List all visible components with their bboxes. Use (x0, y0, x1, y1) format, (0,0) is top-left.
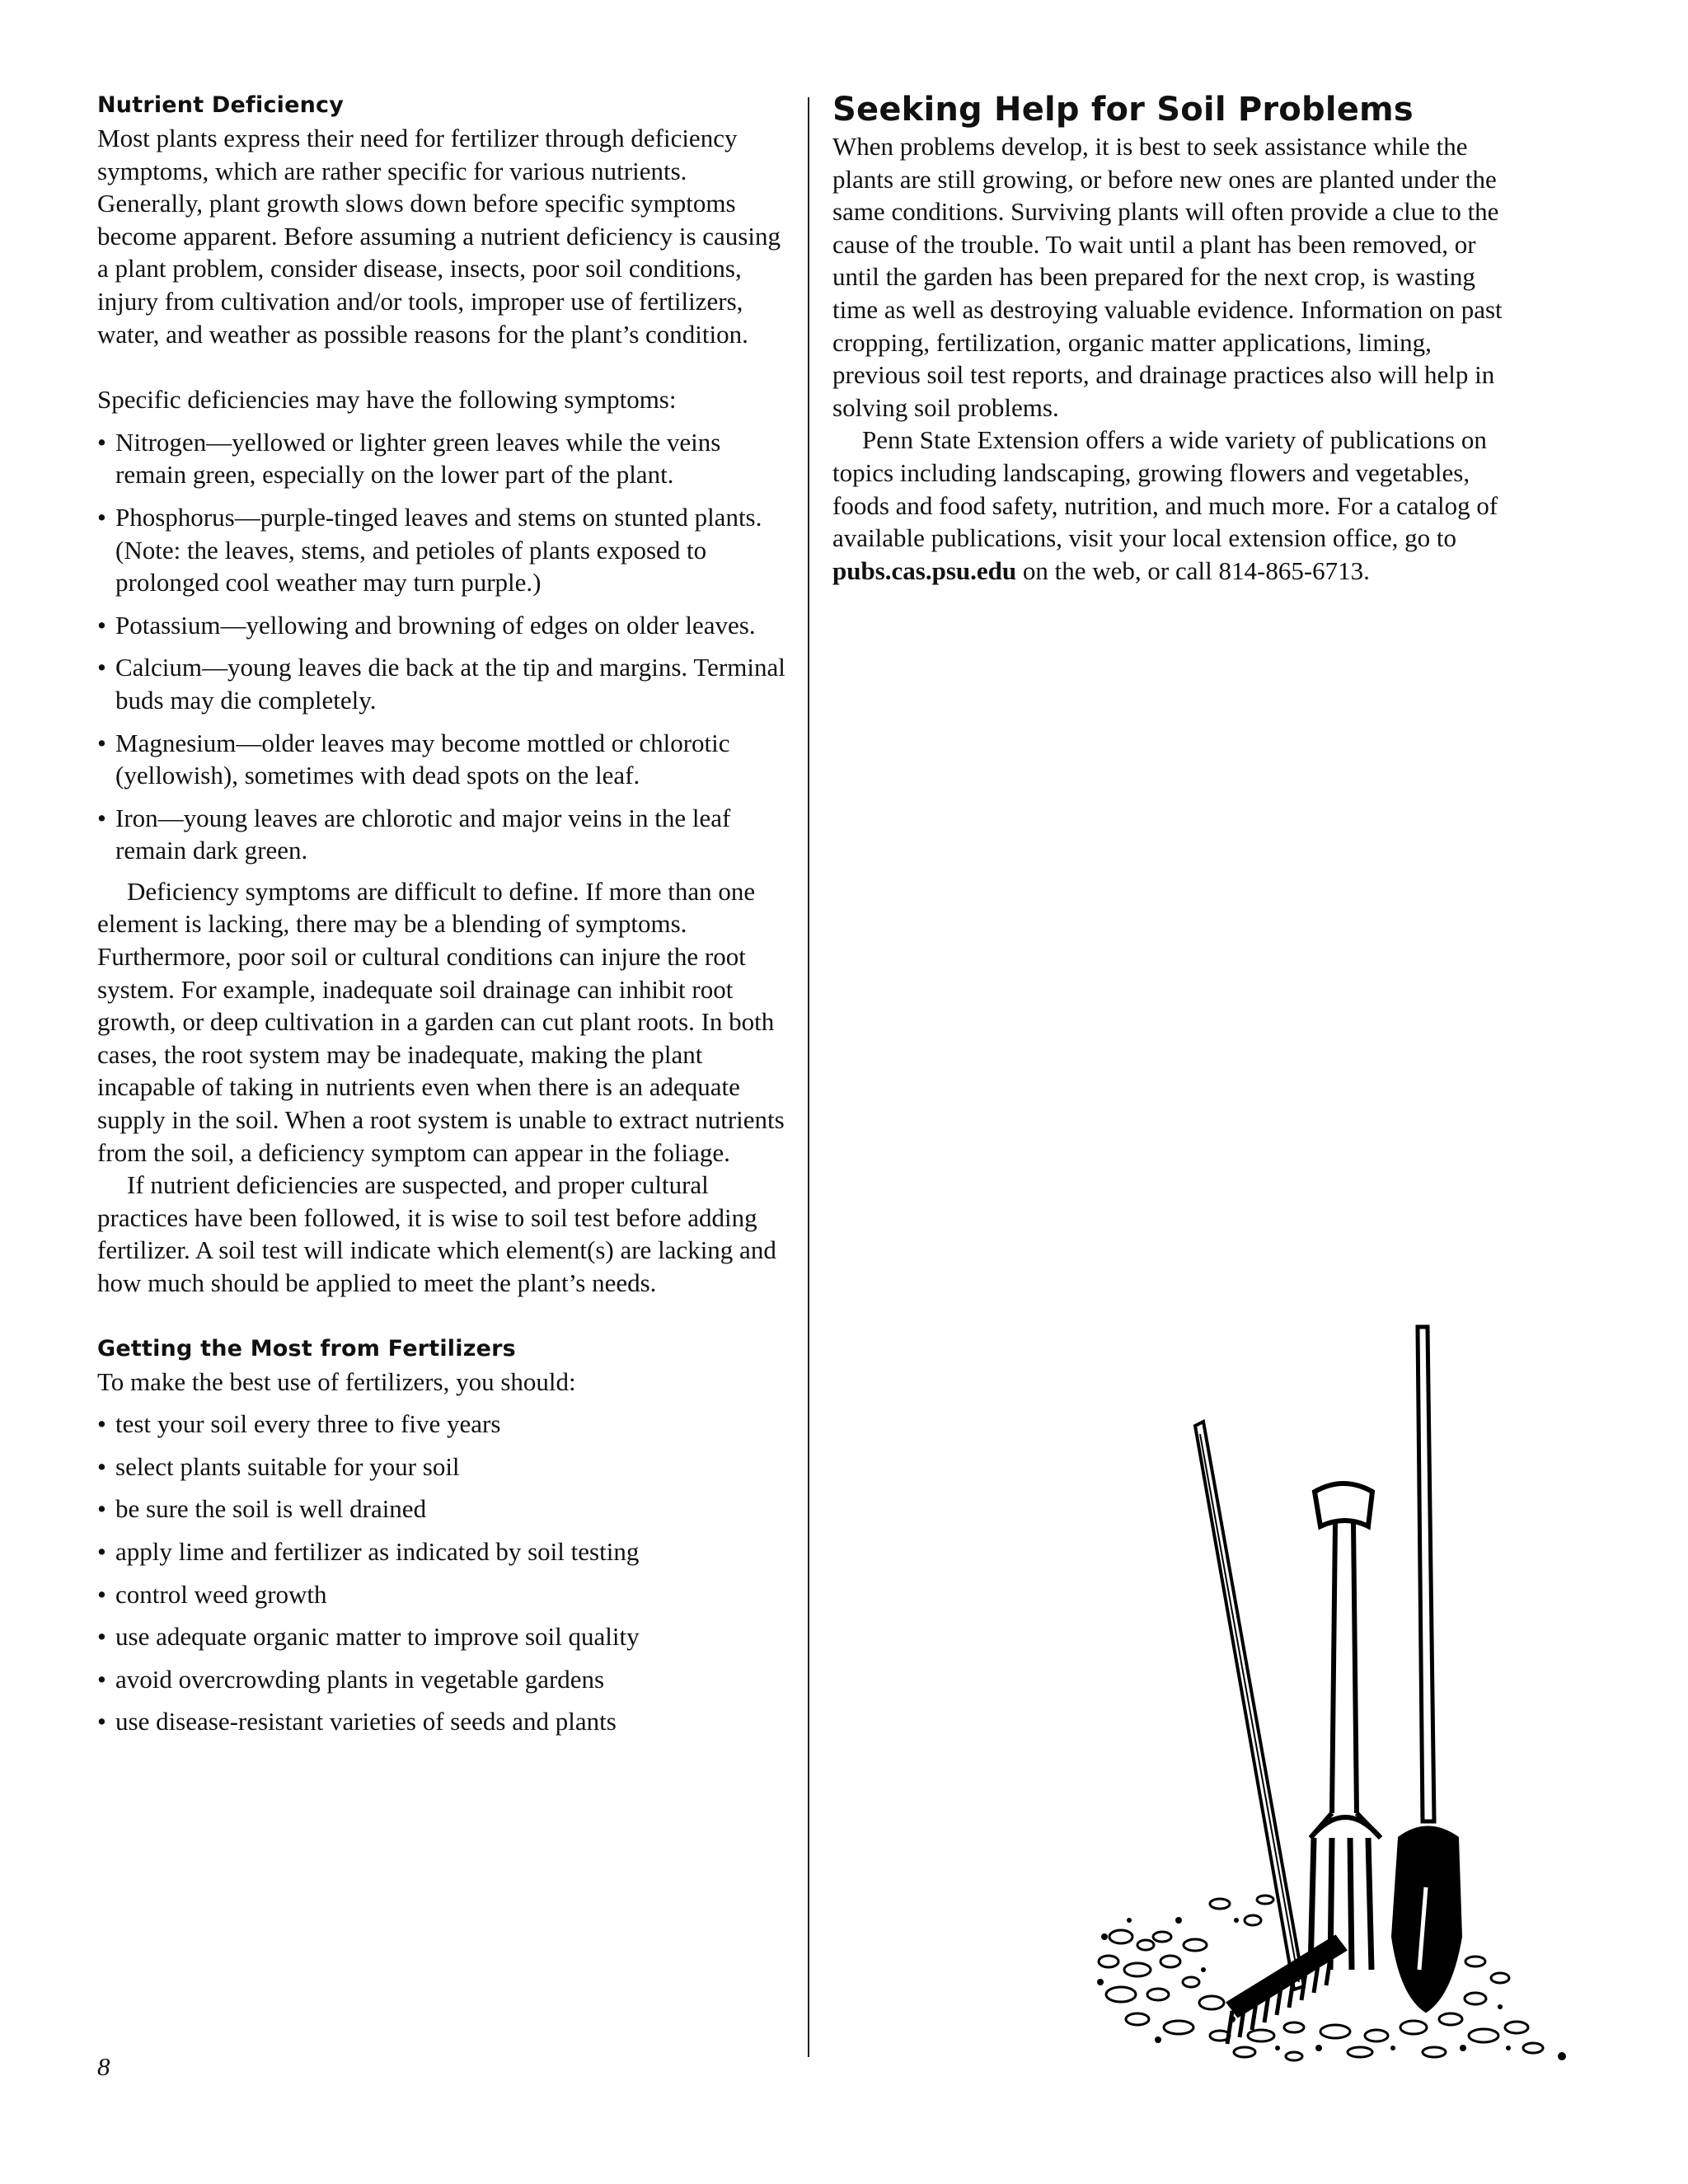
extension-text: Penn State Extension offers a wide variety of publications on topics including landscaping, growing flowers and vegetables, foods and food safety, nutrition, and much more. For a catalog of available publications, visit your local extension office, go to (832, 425, 1498, 553)
seeking-help-heading: Seeking Help for Soil Problems (832, 91, 1414, 129)
fertilizers-list (97, 1408, 790, 1738)
list-item: • Potassium—yellowing and browning of edges on older leaves. (97, 609, 790, 642)
suspected-paragraph: If nutrient deficiencies are suspected, and proper cultural practices have been followed, it is wise to soil test before adding fertilizer. A soil test will indicate which element(s) are lacking and how much should be applied to meet the plant’s needs. (97, 1170, 776, 1297)
list-item: • select plants suitable for your soil (97, 1451, 790, 1483)
list-item: • avoid overcrowding plants in vegetable gardens (97, 1663, 790, 1696)
list-item: • be sure the soil is well drained (97, 1493, 790, 1526)
list-item: • use adequate organic matter to improve soil quality (97, 1620, 790, 1653)
symptoms-intro: Specific deficiencies may have the following symptoms: (97, 385, 677, 415)
publications-link[interactable]: pubs.cas.psu.edu (832, 555, 1017, 585)
garden-tools-icon (1088, 1310, 1582, 2069)
list-item: • test your soil every three to five years (97, 1408, 790, 1441)
list-item: • use disease-resistant varieties of seeds and plants (97, 1705, 790, 1738)
right-column (832, 89, 1525, 587)
deficiency-paragraph: Deficiency symptoms are difficult to define. If more than one element is lacking, there may be a blending of symptoms. Furthermore, poor soil or cultural conditions can injure the root system. For example, inadequate soil drainage can inhibit root growth, or deep cultivation in a garden can cut plant roots. In both cases, the root system may be inadequate, making the plant incapable of taking in nutrients even when there is an adequate supply in the soil. When a root system is unable to extract nutrients from the soil, a deficiency symptom can appear in the foliage. (97, 876, 785, 1167)
symptoms-list (97, 426, 790, 867)
list-item: • Magnesium—older leaves may become mottled or chlorotic (yellowish), sometimes with dead spots on the leaf. (97, 727, 790, 792)
fertilizers-intro: To make the best use of fertilizers, you should: (97, 1366, 576, 1396)
list-item: • Phosphorus—purple-tinged leaves and stems on stunted plants. (Note: the leaves, stems, and petioles of plants exposed to prolonged cool weather may turn purple.) (97, 501, 790, 599)
extension-text-end: on the web, or call 814-865-6713. (1016, 555, 1370, 585)
nutrient-paragraph: Most plants express their need for fertilizer through deficiency symptoms, which are rather specific for various nutrients. Generally, plant growth slows down before specific symptoms become apparent. Before assuming a nutrient deficiency is causing a plant problem, consider disease, insects, poor soil conditions, injury from cultivation and/or tools, improper use of fertilizers, water, and weather as possible reasons for the plant’s condition. (97, 124, 781, 349)
fertilizers-heading: Getting the Most from Fertilizers (97, 1335, 516, 1361)
list-item: • Iron—young leaves are chlorotic and major veins in the leaf remain dark green. (97, 802, 790, 867)
list-item: • Calcium—young leaves die back at the tip and margins. Terminal buds may die completely. (97, 651, 790, 716)
page-number: 8 (97, 2052, 110, 2081)
nutrient-deficiency-heading: Nutrient Deficiency (97, 92, 345, 118)
list-item: • apply lime and fertilizer as indicated by soil testing (97, 1535, 790, 1568)
seeking-help-paragraph: When problems develop, it is best to seek assistance while the plants are still growing, or before new ones are planted under the same conditions. Surviving plants will often provide a clue to the cause of the trouble. To wait until a plant has been removed, or until the garden has been prepared for the next crop, is wasting time as well as destroying valuable evidence. Information on past cropping, fertilization, organic matter applications, liming, previous soil test reports, and drainage practices also will help in solving soil problems. (832, 132, 1503, 422)
column-divider (808, 97, 809, 2057)
left-column (97, 89, 790, 1738)
list-item: • Nitrogen—yellowed or lighter green leaves while the veins remain green, especially on the lower part of the plant. (97, 426, 790, 491)
extension-paragraph (832, 424, 1525, 587)
list-item: • control weed growth (97, 1578, 790, 1611)
